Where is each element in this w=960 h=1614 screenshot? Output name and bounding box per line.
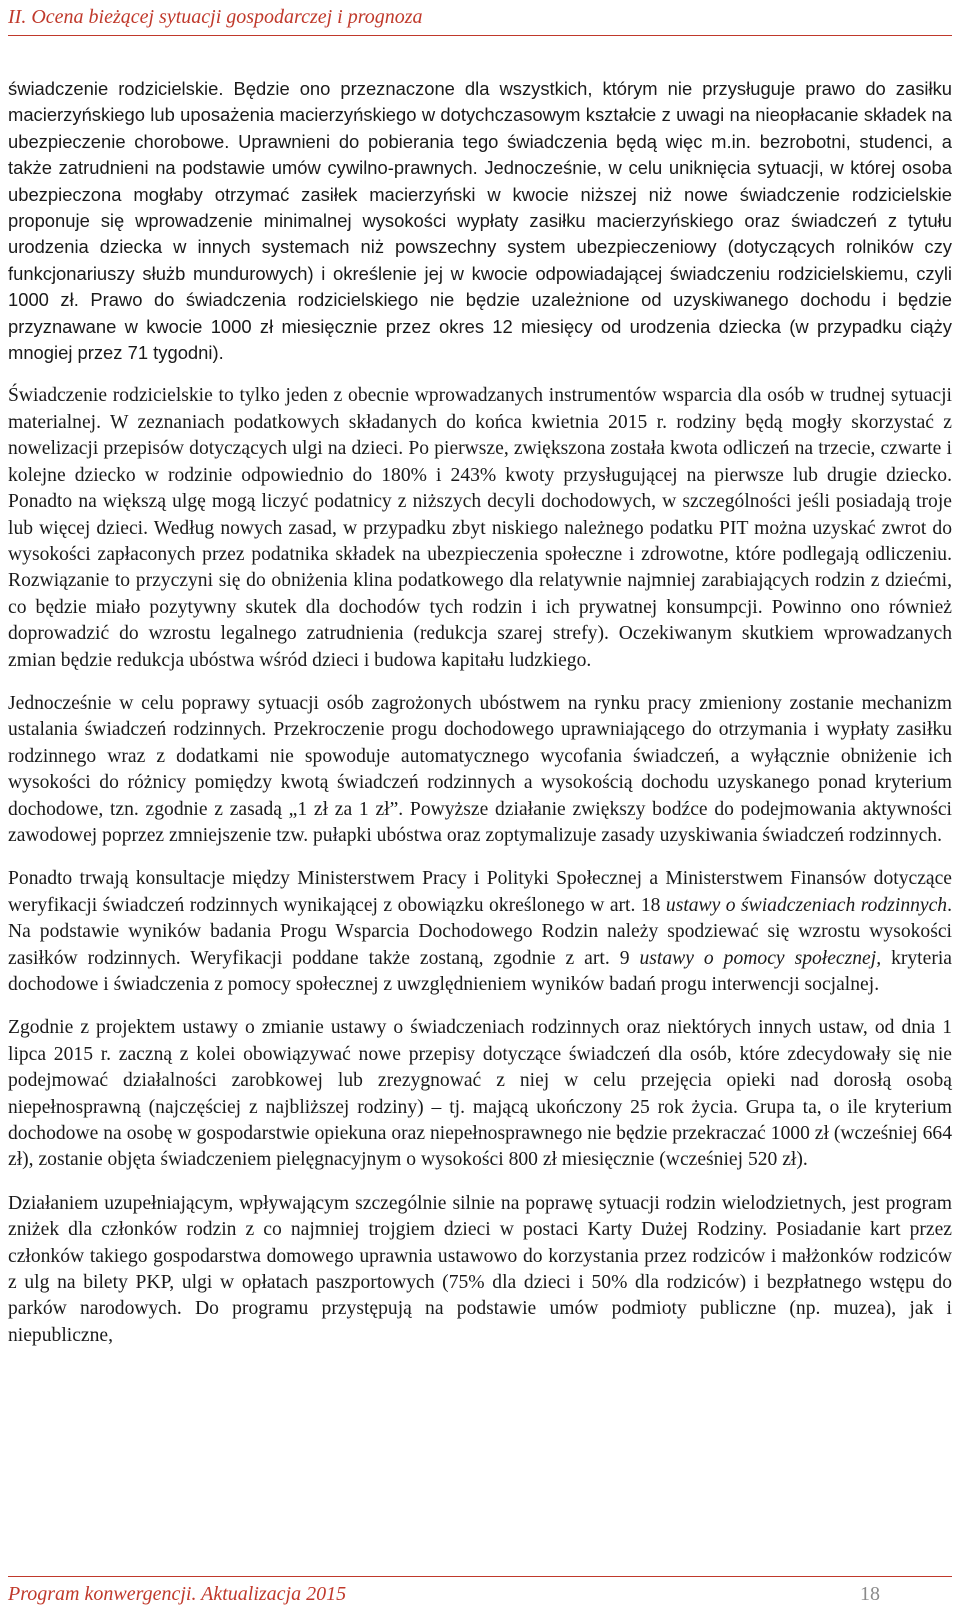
document-body [8, 76, 952, 1366]
paragraph-1 [8, 76, 952, 366]
paragraph-1-text: świadczenie rodzicielskie. Będzie ono przeznaczone dla wszystkich, którym nie przysługuje prawo do zasiłku macierzyńskiego lub uposażenia macierzyńskiego w dotychczasowym kształcie z uwagi na nieopłacanie składek na ubezpieczenie chorobowe. Uprawnieni do pobierania tego świadczenia będą więc m.in. bezrobotni, studenci, a także zatrudnieni na podstawie umów cywilno-prawnych. Jednocześnie, w celu uniknięcia sytuacji, w której osoba ubezpieczona mogłaby otrzymać zasiłek macierzyński w kwocie niższej niż nowe świadczenie rodzicielskie proponuje się wprowadzenie minimalnej wysokości wypłaty zasiłku macierzyńskiego oraz świadczeń z tytułu urodzenia dziecka w innych systemach niż powszechny system ubezpieczeniowy (dotyczących rolników czy funkcjonariuszy służb mundurowych) i określenie jej w kwocie odpowiadającej świadczeniu rodzicielskiemu, czyli 1000 zł. Prawo do świadczenia rodzicielskiego nie będzie uzależnione od uzyskiwanego dochodu i będzie przyznawane w kwocie 1000 zł miesięcznie przez okres 12 miesięcy od urodzenia dziecka (w przypadku ciąży mnogiej przez 71 tygodni). [8, 78, 952, 364]
paragraph-6-text: Działaniem uzupełniającym, wpływającym szczególnie silnie na poprawę sytuacji rodzin wielodzietnych, jest program zniżek dla członków rodzin z co najmniej trojgiem dzieci w postaci Karty Dużej Rodziny. Posiadanie kart przez członków takiego gospodarstwa domowego uprawnia ustawowo do korzystania przez rodziców i małżonków rodziców z ulg na bilety PKP, ulgi w opłatach paszportowych (75% dla dzieci i 50% dla rodziców) i bezpłatnego wstępu do parków narodowych. Do programu przystępują na podstawie umów podmioty publiczne (np. muzea), jak i niepubliczne, [8, 1192, 952, 1346]
paragraph-5-text: Zgodnie z projektem ustawy o zmianie ustawy o świadczeniach rodzinnych oraz niektórych innych ustaw, od dnia 1 lipca 2015 r. zaczną z kolei obowiązywać nowe przepisy dotyczące świadczeń dla osób, które zdecydowały się nie podejmować działalności zarobkowej lub zrezygnować z niej w celu przejęcia opieki nad dorosłą osobą niepełnosprawną (najczęściej z najbliższej rodziny) – tj. mającą ukończony 25 rok życia. Grupa ta, o ile kryterium dochodowe na osobę w gospodarstwie opiekuna oraz niepełnosprawnego nie będzie przekraczać 1000 zł (wcześniej 664 zł), zostanie objęta świadczeniem pielęgnacyjnym o wysokości 800 zł miesięcznie (wcześniej 520 zł). [8, 1017, 952, 1171]
page-number: 18 [860, 1583, 880, 1605]
header-divider [8, 35, 952, 36]
paragraph-4-text-c: kryteria dochodowe i świadczenia z pomocy społecznej z uwzględnieniem wyników badań progu interwencji socjalnej. [8, 947, 952, 995]
paragraph-5 [8, 1015, 952, 1173]
paragraph-4 [8, 866, 952, 998]
document-title: Program konwergencji. Aktualizacja 2015 [8, 1583, 347, 1605]
statute-title-family-benefits: ustawy o świadczeniach rodzinnych [665, 894, 948, 916]
paragraph-2 [8, 383, 952, 673]
paragraph-4-text-a: Ponadto trwają konsultacje między Ministerstwem Pracy i Polityki Społecznej a Ministerstwem Finansów dotyczące weryfikacji świadczeń rodzinnych wynikającej z obowiązku określonego w art. 18 [8, 868, 952, 916]
paragraph-6 [8, 1191, 952, 1349]
footer-divider [8, 1576, 952, 1577]
paragraph-4-text-b: . Na podstawie wyników badania Progu Wsparcia Dochodowego Rodzin należy spodziewać się wzrostu wysokości zasiłków rodzinnych. Weryfikacji poddane także zostaną, zgodnie z art. 9 [8, 894, 953, 969]
paragraph-3-text: Jednocześnie w celu poprawy sytuacji osób zagrożonych ubóstwem na rynku pracy zmieniony zostanie mechanizm ustalania świadczeń rodzinnych. Przekroczenie progu dochodowego uprawniającego do otrzymania i wypłaty zasiłku rodzinnego wraz z dodatkami nie spowoduje automatycznego wycofania świadczeń, a wyłącznie obniżenie ich wysokości do różnicy pomiędzy kwotą świadczeń rodzinnych a wysokością dochodu uzyskanego ponad kryterium dochodowe, tzn. zgodnie z zasadą „1 zł za 1 zł”. Powyższe działanie zwiększy bodźce do podejmowania aktywności zawodowej poprzez zmniejszenie tzw. pułapki ubóstwa oraz zoptymalizuje zasady uzyskiwania świadczeń rodzinnych. [8, 692, 952, 846]
footer-row [8, 1581, 952, 1607]
page-header [8, 4, 952, 36]
paragraph-3 [8, 691, 952, 849]
section-title: II. Ocena bieżącej sytuacji gospodarczej i prognoza [8, 6, 423, 28]
paragraph-2-text: Świadczenie rodzicielskie to tylko jeden z obecnie wprowadzanych instrumentów wsparcia dla osób w trudnej sytuacji materialnej. W zeznaniach podatkowych składanych do końca kwietnia 2015 r. rodziny będą mogły skorzystać z nowelizacji przepisów dotyczących ulgi na dzieci. Po pierwsze, zwiększona została kwota odliczeń na trzecie, czwarte i kolejne dziecko w rodzinie odpowiednio do 180% i 243% kwoty przysługującej na pierwsze lub drugie dziecko. Ponadto na większą ulgę mogą liczyć podatnicy z niższych decyli dochodowych, w szczególności jeśli posiadają troje lub więcej dzieci. Według nowych zasad, w przypadku zbyt niskiego należnego podatku PIT można uzyskać zwrot do wysokości zapłaconych przez podatnika składek na ubezpieczenia społeczne i zdrowotne, które podlegają odliczeniu. Rozwiązanie to przyczyni się do obniżenia klina podatkowego dla relatywnie najmniej zarabiających rodzin z dziećmi, co będzie miało pozytywny skutek dla dochodów tych rodzin i ich prywatnej konsumpcji. Powinno ono również doprowadzić do wzrostu legalnego zatrudnienia (redukcja szarej strefy). Oczekiwanym skutkiem wprowadzanych zmian będzie redukcja ubóstwa wśród dzieci i budowa kapitału ludzkiego. [8, 385, 952, 671]
page-footer [8, 1576, 952, 1607]
statute-title-social-assistance: ustawy o pomocy społecznej, [639, 947, 882, 969]
